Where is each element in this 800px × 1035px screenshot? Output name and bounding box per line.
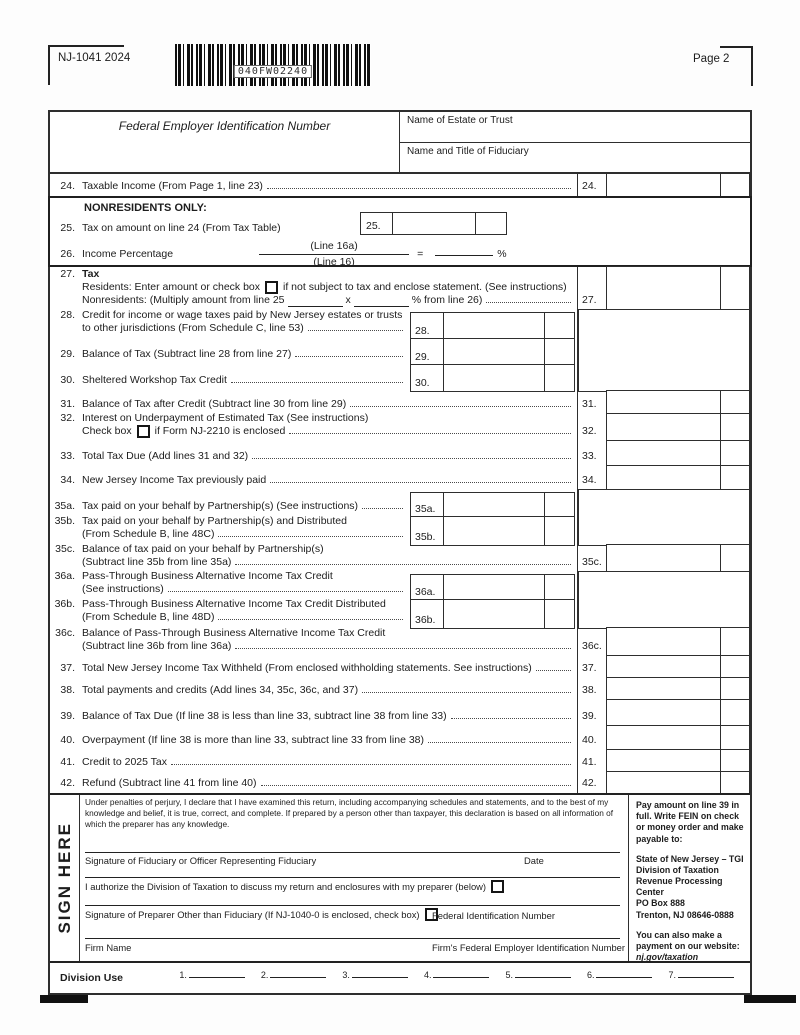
form-id: NJ-1041 2024 xyxy=(58,52,131,64)
dot-leader xyxy=(218,619,403,620)
barcode xyxy=(175,44,371,86)
payee-line: Division of Taxation xyxy=(636,864,719,875)
line-36b-label: Pass-Through Business Alternative Income Tax Credit Distributed xyxy=(82,598,386,610)
line-42-label: Refund (Subtract line 41 from line 40) xyxy=(82,777,257,789)
line-36c-cents-field[interactable] xyxy=(720,628,749,656)
line-41-cents-field[interactable] xyxy=(720,750,749,772)
line-29-label: Balance of Tax (Subtract line 28 from line 27) xyxy=(82,348,292,360)
line-24-number: 24. xyxy=(60,180,75,192)
line-36a-box-number: 36a. xyxy=(411,575,444,600)
line-42-number: 42. xyxy=(60,777,75,789)
dot-leader xyxy=(235,564,571,565)
line-40-number: 40. xyxy=(60,734,75,746)
dot-leader xyxy=(261,785,571,786)
line-41-number: 41. xyxy=(60,756,75,768)
payee-line: Revenue Processing Center xyxy=(636,876,723,898)
fraction-numerator: (Line 16a) xyxy=(310,240,358,252)
line-37-row xyxy=(50,656,750,678)
authorize-preparer-label: I authorize the Division of Taxation to discuss my return and enclosures with my preparer (below) xyxy=(85,881,487,892)
line-35a-box-number: 35a. xyxy=(411,493,444,517)
multiply-sign: x xyxy=(345,294,351,306)
dot-leader xyxy=(267,188,571,189)
sign-here-label: SIGN HERE xyxy=(54,822,74,934)
line-25-number: 25. xyxy=(60,222,75,234)
line-27-nonresidents-label-2: % from line 26) xyxy=(411,294,483,306)
line-35c-amount-field[interactable] xyxy=(607,545,720,572)
division-use-field[interactable] xyxy=(433,974,489,978)
line-31-amount-field[interactable] xyxy=(607,391,720,414)
division-use-number: 7. xyxy=(668,970,676,980)
online-payment-text: You can also make a payment on our website: xyxy=(636,929,740,951)
division-use-number: 1. xyxy=(179,970,187,980)
dot-leader xyxy=(428,742,571,743)
fein-field[interactable]: Federal Employer Identification Number xyxy=(50,112,400,172)
dot-leader xyxy=(308,330,403,331)
line-36b-amount-field[interactable] xyxy=(444,600,545,628)
line-29-amount-field[interactable] xyxy=(444,339,545,365)
percentage-blank-field[interactable] xyxy=(435,253,493,256)
fraction-denominator: (Line 16) xyxy=(259,254,409,269)
checkbox-authorize-preparer[interactable] xyxy=(491,880,504,893)
page-number: Page 2 xyxy=(693,53,730,65)
line-36a-label-2: (See instructions) xyxy=(82,583,164,595)
dot-leader xyxy=(362,508,403,509)
line-35c-row xyxy=(50,545,750,572)
line-25-label: Tax on amount on line 24 (From Tax Table) xyxy=(82,222,281,234)
line-36b-box-number: 36b. xyxy=(411,600,444,628)
line-38-box-number: 38. xyxy=(582,684,597,696)
line-32-amount-field[interactable] xyxy=(607,414,720,441)
line-39-number: 39. xyxy=(60,710,75,722)
line-36a-amount-field[interactable] xyxy=(444,575,545,600)
line-41-row xyxy=(50,750,750,772)
dot-leader xyxy=(362,692,571,693)
nonresidents-header: NONRESIDENTS ONLY: xyxy=(84,202,207,214)
merged-empty-box xyxy=(578,309,750,392)
dot-leader xyxy=(171,764,571,765)
line-24-label: Taxable Income (From Page 1, line 23) xyxy=(82,180,263,192)
line-35b-box-number: 35b. xyxy=(411,517,444,545)
payee-line: State of New Jersey – TGI xyxy=(636,853,744,864)
lines-36a-36b-group xyxy=(50,572,750,628)
dot-leader xyxy=(218,536,403,537)
line-40-label: Overpayment (If line 38 is more than line 33, subtract line 33 from line 38) xyxy=(82,734,424,746)
division-use-number: 2. xyxy=(260,970,269,980)
line-32-number: 32. xyxy=(60,412,75,424)
line-28-label-2: to other jurisdictions (From Schedule C, line 53) xyxy=(82,322,304,334)
lines-35a-35b-group xyxy=(50,490,750,545)
line-35c-cents-field[interactable] xyxy=(720,545,749,572)
line-35b-amount-field[interactable] xyxy=(444,517,545,545)
line-41-amount-field[interactable] xyxy=(607,750,720,772)
line-34-label: New Jersey Income Tax previously paid xyxy=(82,474,267,486)
line-32-box-number: 32. xyxy=(582,425,597,437)
line-25-box xyxy=(360,212,507,235)
line-35a-box xyxy=(410,492,575,518)
line-36b-number: 36b. xyxy=(54,598,75,610)
dot-leader xyxy=(252,458,571,459)
payee-line: Trenton, NJ 08646-0888 xyxy=(636,909,734,920)
line-34-number: 34. xyxy=(60,474,75,486)
perjury-statement: Under penalties of perjury, I declare that I have examined this return, including accompanying schedules and statements, and to the best of my knowledge and belief, it is true, correct, and complete. If prepared by a person other than taxpayer, this declaration is based on all information of which the preparer has any knowledge. xyxy=(85,797,614,829)
line-40-amount-field[interactable] xyxy=(607,726,720,750)
line-32-label: Interest on Underpayment of Estimated Tax (See instructions) xyxy=(82,412,369,424)
division-use-field[interactable] xyxy=(678,974,734,978)
line-36c-amount-field[interactable] xyxy=(607,628,720,656)
line-33-amount-field[interactable] xyxy=(607,441,720,466)
checkbox-not-subject-to-tax[interactable] xyxy=(265,281,278,294)
payment-instructions: Pay amount on line 39 in full. Write FEIN on check or money order and make payable to: xyxy=(636,800,744,844)
line-30-amount-field[interactable] xyxy=(444,365,545,391)
line-27-nonresidents-label: Nonresidents: (Multiply amount from line 25 xyxy=(82,294,285,306)
line-32-label-2: Check box xyxy=(82,425,132,437)
firm-name-line[interactable] xyxy=(85,938,620,939)
merged-empty-box xyxy=(578,489,750,546)
line-35b-cents-field[interactable] xyxy=(545,517,574,545)
line-30-label: Sheltered Workshop Tax Credit xyxy=(82,374,227,386)
division-use-label: Division Use xyxy=(60,972,124,984)
line-28-number: 28. xyxy=(60,309,75,321)
line-41-box-number: 41. xyxy=(582,756,597,768)
line-35b-label-2: (From Schedule B, line 48C) xyxy=(82,528,215,540)
line-36a-box xyxy=(410,574,575,601)
line-29-box-number: 29. xyxy=(411,339,444,365)
line-25-cents-field[interactable] xyxy=(476,213,506,234)
merged-empty-box xyxy=(578,571,750,629)
line-24-cents-field[interactable] xyxy=(720,174,749,196)
dot-leader xyxy=(231,382,403,383)
line-35a-amount-field[interactable] xyxy=(444,493,545,517)
line-38-label: Total payments and credits (Add lines 34, 35c, 36c, and 37) xyxy=(82,684,359,696)
line-31-row xyxy=(50,391,750,414)
line-37-label: Total New Jersey Income Tax Withheld (From enclosed withholding statements. See instructions) xyxy=(82,662,532,674)
line-24-amount-field[interactable] xyxy=(607,174,720,196)
line-42-box-number: 42. xyxy=(582,777,597,789)
line-40-box-number: 40. xyxy=(582,734,597,746)
line-35c-label: Balance of tax paid on your behalf by Partnership(s) xyxy=(82,543,324,555)
corner-bracket-top-right xyxy=(720,46,753,86)
dot-leader xyxy=(270,482,571,483)
line-35c-box-number: 35c. xyxy=(582,556,602,568)
line-32-label-3: if Form NJ-2210 is enclosed xyxy=(154,425,286,437)
line-35b-box xyxy=(410,516,575,546)
income-percentage-fraction xyxy=(259,240,409,269)
line-26-number: 26. xyxy=(60,248,75,260)
line-27-number: 27. xyxy=(60,268,75,280)
dot-leader xyxy=(235,648,571,649)
nonresidents-only-section xyxy=(48,196,752,267)
division-use-field[interactable] xyxy=(596,974,652,978)
line-36a-label: Pass-Through Business Alternative Income Tax Credit xyxy=(82,570,333,582)
line-28-box-number: 28. xyxy=(411,313,444,339)
line-27-row xyxy=(50,267,750,310)
line-26-label: Income Percentage xyxy=(82,248,174,260)
divider-line xyxy=(85,877,620,878)
line-29-number: 29. xyxy=(60,348,75,360)
date-label: Date xyxy=(524,855,544,866)
line-34-row xyxy=(50,466,750,490)
line-36b-box xyxy=(410,599,575,629)
registration-mark-left xyxy=(40,995,88,1003)
line-25-amount-field[interactable] xyxy=(393,213,476,234)
line-36b-cents-field[interactable] xyxy=(545,600,574,628)
line-27-percent-blank[interactable] xyxy=(354,304,409,307)
line-38-row xyxy=(50,678,750,700)
line-35a-label: Tax paid on your behalf by Partnership(s) (See instructions) xyxy=(82,500,359,512)
preparer-signature-label: Signature of Preparer Other than Fiduciary (If NJ-1040-0 is enclosed, check box) xyxy=(85,909,420,920)
line-37-number: 37. xyxy=(60,662,75,674)
line-27-title: Tax xyxy=(82,268,100,280)
line-34-cents-field[interactable] xyxy=(720,466,749,490)
line-38-amount-field[interactable] xyxy=(607,678,720,700)
line-36c-label-2: (Subtract line 36b from line 36a) xyxy=(82,640,232,652)
dot-leader xyxy=(536,670,571,671)
line-39-cents-field[interactable] xyxy=(720,700,749,726)
line-42-cents-field[interactable] xyxy=(720,772,749,793)
line-38-cents-field[interactable] xyxy=(720,678,749,700)
division-use-number: 5. xyxy=(505,970,513,980)
line-42-row xyxy=(50,772,750,793)
line-27-cents-field[interactable] xyxy=(720,267,749,310)
line-36c-label: Balance of Pass-Through Business Alternative Income Tax Credit xyxy=(82,627,386,639)
line-36c-number: 36c. xyxy=(55,627,75,639)
line-29-row xyxy=(50,339,577,365)
dot-leader xyxy=(451,718,571,719)
registration-mark-right xyxy=(744,995,796,1003)
payee-line: PO Box 888 xyxy=(636,898,685,909)
line-28-label: Credit for income or wage taxes paid by New Jersey estates or trusts xyxy=(82,309,403,321)
line-39-row xyxy=(50,700,750,726)
line-33-box-number: 33. xyxy=(582,450,597,462)
line-32-cents-field[interactable] xyxy=(720,414,749,441)
line-39-label: Balance of Tax Due (If line 38 is less than line 33, subtract line 38 from line 33) xyxy=(82,710,447,722)
line-42-amount-field[interactable] xyxy=(607,772,720,793)
line-27-amount-blank[interactable] xyxy=(288,304,343,307)
division-use-number: 4. xyxy=(423,970,432,980)
corner-bracket-top-left xyxy=(48,45,124,85)
line-35b-label: Tax paid on your behalf by Partnership(s) and Distributed xyxy=(82,515,347,527)
line-25-box-number: 25. xyxy=(361,213,393,234)
line-33-label: Total Tax Due (Add lines 31 and 32) xyxy=(82,450,249,462)
line-28-amount-field[interactable] xyxy=(444,313,545,339)
checkbox-nj2210-enclosed[interactable] xyxy=(137,425,150,438)
line-40-cents-field[interactable] xyxy=(720,726,749,750)
line-28-cents-field[interactable] xyxy=(545,313,574,339)
line-35a-number: 35a. xyxy=(54,500,75,512)
form-body xyxy=(48,174,752,995)
division-use-field[interactable] xyxy=(270,974,326,978)
line-36c-box-number: 36c. xyxy=(582,640,602,652)
line-33-row xyxy=(50,441,750,466)
line-30-box xyxy=(410,364,575,392)
line-29-box xyxy=(410,338,575,366)
line-30-box-number: 30. xyxy=(411,365,444,391)
line-36c-row xyxy=(50,628,750,656)
payment-instructions-box xyxy=(628,795,750,961)
line-27-box-number: 27. xyxy=(582,294,597,306)
line-41-label: Credit to 2025 Tax xyxy=(82,756,168,768)
line-29-cents-field[interactable] xyxy=(545,339,574,365)
line-35c-label-2: (Subtract line 35b from line 35a) xyxy=(82,556,232,568)
line-37-box-number: 37. xyxy=(582,662,597,674)
line-36a-number: 36a. xyxy=(54,570,75,582)
line-34-box-number: 34. xyxy=(582,474,597,486)
division-use-field[interactable] xyxy=(515,974,571,978)
firm-name-label: Firm Name xyxy=(85,942,132,953)
fiduciary-signature-line[interactable] xyxy=(85,852,620,853)
division-use-number: 6. xyxy=(586,970,595,980)
preparer-signature-line[interactable] xyxy=(85,905,620,906)
line-33-number: 33. xyxy=(60,450,75,462)
line-40-row xyxy=(50,726,750,750)
dot-leader xyxy=(168,591,403,592)
estate-name-field[interactable]: Name of Estate or Trust xyxy=(400,112,750,143)
percent-sign: % xyxy=(497,248,507,260)
signature-section xyxy=(50,793,750,961)
dot-leader xyxy=(350,406,571,407)
line-31-number: 31. xyxy=(60,398,75,410)
federal-id-label: Federal Identification Number xyxy=(432,910,555,921)
dot-leader xyxy=(295,356,403,357)
line-27-amount-field[interactable] xyxy=(607,267,720,310)
line-30-cents-field[interactable] xyxy=(545,365,574,391)
line-36b-row xyxy=(50,600,577,628)
line-38-number: 38. xyxy=(60,684,75,696)
division-use-number: 3. xyxy=(342,970,350,980)
line-39-amount-field[interactable] xyxy=(607,700,720,726)
line-31-cents-field[interactable] xyxy=(720,391,749,414)
line-27-residents-label: Residents: Enter amount or check box xyxy=(82,281,261,293)
line-36a-cents-field[interactable] xyxy=(545,575,574,600)
line-35b-row xyxy=(50,517,577,545)
line-35a-row xyxy=(50,490,577,517)
line-36a-row xyxy=(50,572,577,600)
website-link[interactable]: nj.gov/taxation xyxy=(636,952,699,963)
line-33-cents-field[interactable] xyxy=(720,441,749,466)
division-use-row xyxy=(50,961,750,993)
fiduciary-name-field[interactable]: Name and Title of Fiduciary xyxy=(407,145,529,157)
line-28-row xyxy=(50,310,577,339)
line-36b-label-2: (From Schedule B, line 48D) xyxy=(82,611,215,623)
line-39-box-number: 39. xyxy=(582,710,597,722)
division-use-field[interactable] xyxy=(189,974,245,978)
line-34-amount-field[interactable] xyxy=(607,466,720,490)
barcode-text: 040FW02240 xyxy=(234,65,312,78)
line-30-number: 30. xyxy=(60,374,75,386)
line-31-box-number: 31. xyxy=(582,398,597,410)
line-32-row xyxy=(50,414,750,441)
dot-leader xyxy=(289,433,571,434)
line-31-label: Balance of Tax after Credit (Subtract line 30 from line 29) xyxy=(82,398,347,410)
line-30-row xyxy=(50,365,577,391)
line-24-row xyxy=(50,174,750,196)
line-28-box xyxy=(410,312,575,340)
identification-table xyxy=(48,110,752,174)
division-use-field[interactable] xyxy=(352,974,408,978)
line-35c-number: 35c. xyxy=(55,543,75,555)
line-37-cents-field[interactable] xyxy=(720,656,749,678)
line-24-box-number: 24. xyxy=(582,180,597,192)
lines-28-30-group xyxy=(50,310,750,391)
firm-fein-label: Firm's Federal Employer Identification Number xyxy=(432,942,626,953)
dot-leader xyxy=(486,302,571,303)
line-35a-cents-field[interactable] xyxy=(545,493,574,517)
sign-here-strip xyxy=(50,795,80,961)
fiduciary-signature-label: Signature of Fiduciary or Officer Representing Fiduciary xyxy=(85,855,317,866)
line-35b-number: 35b. xyxy=(54,515,75,527)
line-27-residents-label-2: if not subject to tax and enclose statement. (See instructions) xyxy=(283,281,567,293)
equals-sign: = xyxy=(417,248,424,260)
line-37-amount-field[interactable] xyxy=(607,656,720,678)
